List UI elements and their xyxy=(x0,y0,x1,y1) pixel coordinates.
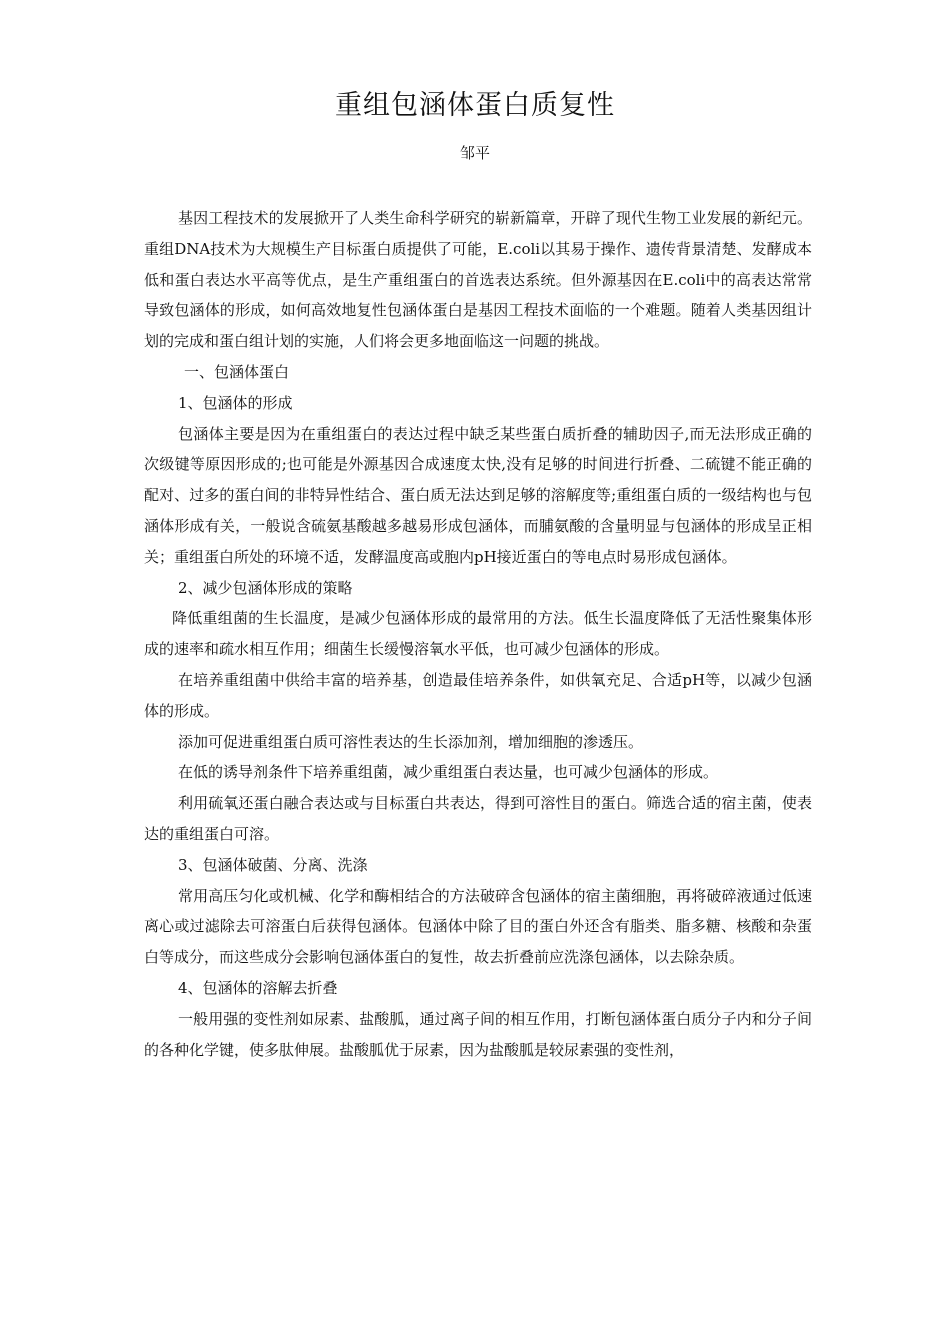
document-author: 邹平 xyxy=(459,144,490,162)
strategy-paragraph-temperature: 降低重组菌的生长温度，是减少包涵体形成的最常用的方法。低生长温度降低了无活性聚集体形成的速率和疏水相互作用；细菌生长缓慢溶氧水平低，也可减少包涵体的形成。 xyxy=(144,609,812,659)
subsection-heading-formation: 1、包涵体的形成 xyxy=(178,393,293,412)
solubilization-paragraph: 一般用强的变性剂如尿素、盐酸胍，通过离子间的相互作用，打断包涵体蛋白质分子内和分子间的各种化学键，使多肽伸展。盐酸胍优于尿素，因为盐酸胍是较尿素强的变性剂， xyxy=(144,1009,812,1059)
subsection-heading-reduction-strategy: 2、减少包涵体形成的策略 xyxy=(178,578,353,597)
disruption-paragraph: 常用高压匀化或机械、化学和酶相结合的方法破碎含包涵体的宿主菌细胞，再将破碎液通过低速离心或过滤除去可溶蛋白后获得包涵体。包涵体中除了目的蛋白外还含有脂类、脂多糖、核酸和杂蛋白等成分，而这些成分会影响包涵体蛋白的复性，故去折叠前应洗涤包涵体，以去除杂质。 xyxy=(144,886,812,967)
subsection-heading-solubilization: 4、包涵体的溶解去折叠 xyxy=(178,978,338,997)
strategy-paragraph-medium: 在培养重组菌中供给丰富的培养基，创造最佳培养条件，如供氧充足、合适pH等，以减少包涵体的形成。 xyxy=(144,670,812,720)
strategy-paragraph-inducer: 在低的诱导剂条件下培养重组菌，减少重组蛋白表达量，也可减少包涵体的形成。 xyxy=(178,763,719,782)
formation-paragraph: 包涵体主要是因为在重组蛋白的表达过程中缺乏某些蛋白质折叠的辅助因子,而无法形成正确的次级键等原因形成的;也可能是外源基因合成速度太快,没有足够的时间进行折叠、二硫键不能正确的配对、过多的蛋白间的非特异性结合、蛋白质无法达到足够的溶解度等;重组蛋白质的一级结构也与包涵体形成有关，一般说含硫氨基酸越多越易形成包涵体，而脯氨酸的含量明显与包涵体的形成呈正相关；重组蛋白所处的环境不适，发酵温度高或胞内pH接近蛋白的等电点时易形成包涵体。 xyxy=(144,424,812,566)
document-title: 重组包涵体蛋白质复性 xyxy=(335,90,615,121)
strategy-paragraph-additive: 添加可促进重组蛋白质可溶性表达的生长添加剂，增加细胞的渗透压。 xyxy=(178,732,644,751)
subsection-heading-disruption: 3、包涵体破菌、分离、洗涤 xyxy=(178,855,368,874)
intro-paragraph: 基因工程技术的发展掀开了人类生命科学研究的崭新篇章，开辟了现代生物工业发展的新纪元。重组DNA技术为大规模生产目标蛋白质提供了可能，E.coli以其易于操作、遗传背景清楚、发酵成本低和蛋白表达水平高等优点，是生产重组蛋白的首选表达系统。但外源基因在E.coli中的高表达常常导致包涵体的形成，如何高效地复性包涵体蛋白是基因工程技术面临的一个难题。随着人类基因组计划的完成和蛋白组计划的实施，人们将会更多地面临这一问题的挑战。 xyxy=(144,209,812,351)
section-heading-inclusion-body-protein: 一、包涵体蛋白 xyxy=(184,362,290,381)
document-body xyxy=(144,203,812,1065)
strategy-paragraph-fusion: 利用硫氧还蛋白融合表达或与目标蛋白共表达，得到可溶性目的蛋白。筛选合适的宿主菌，使表达的重组蛋白可溶。 xyxy=(144,794,812,843)
